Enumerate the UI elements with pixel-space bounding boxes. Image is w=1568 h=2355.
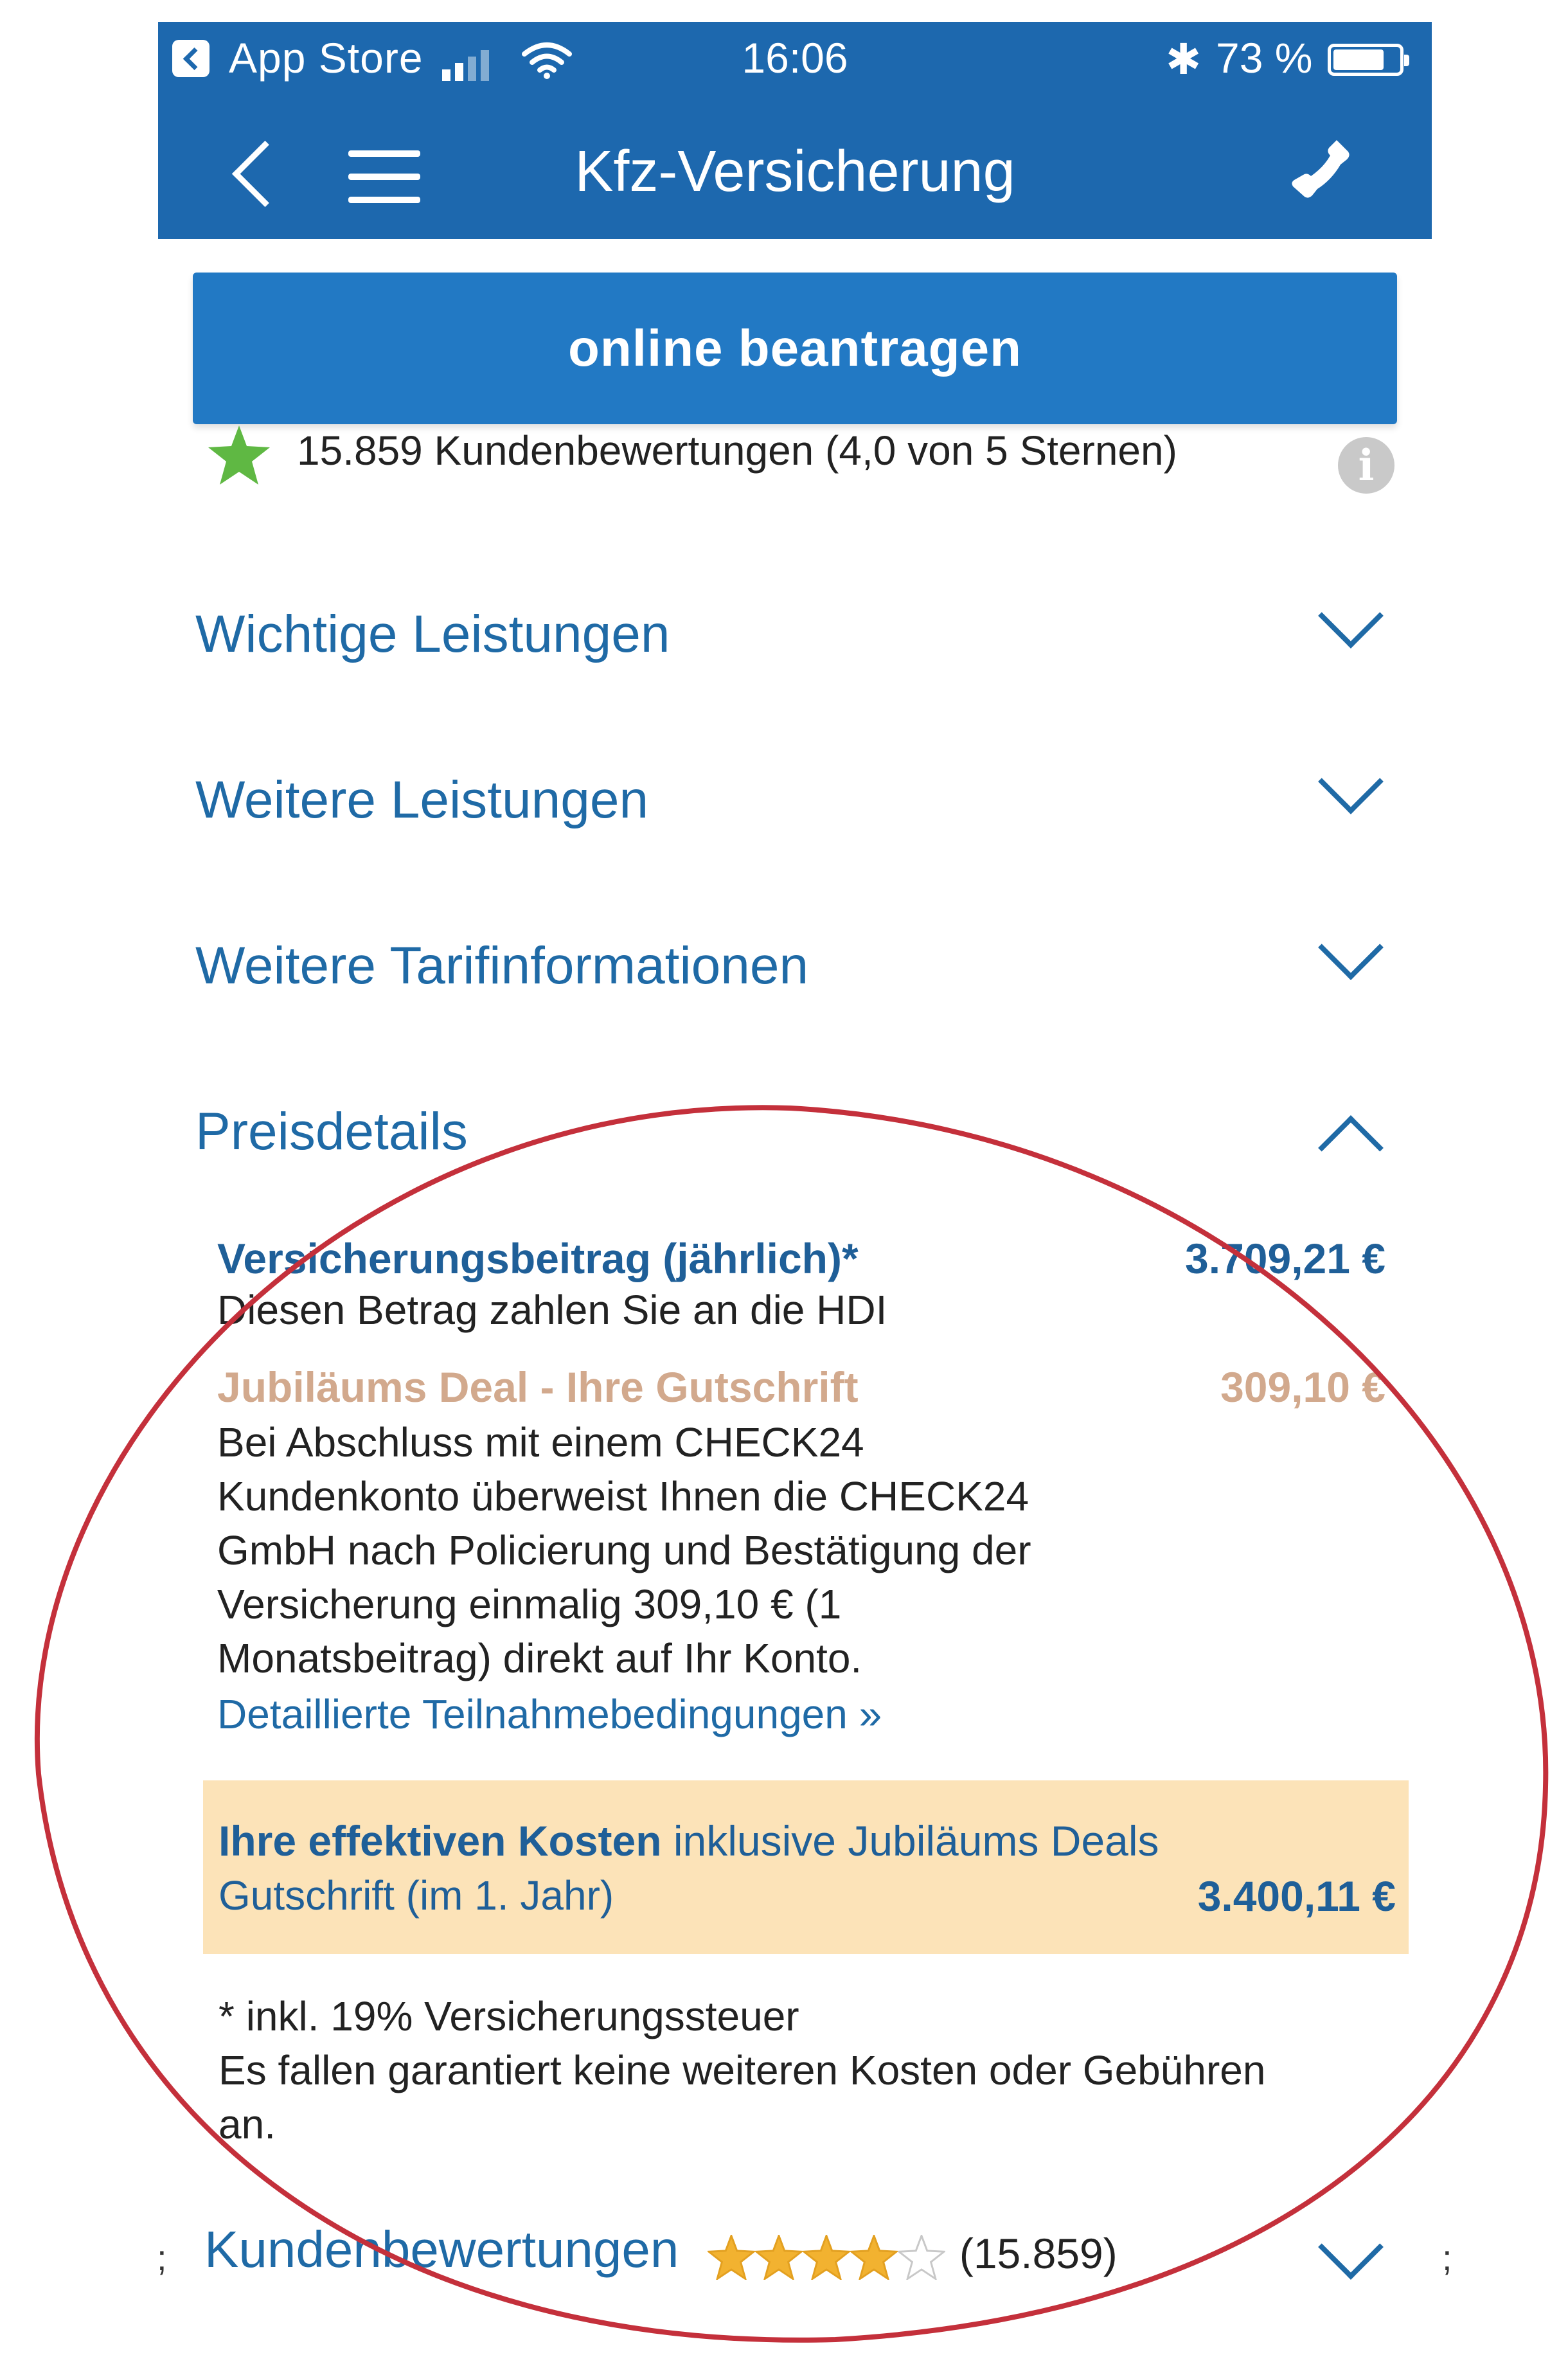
deal-text-line: Versicherung einmalig 309,10 € (1: [217, 1581, 842, 1627]
premium-value: 3.709,21 €: [1185, 1235, 1385, 1282]
chevron-up-icon[interactable]: [1318, 1115, 1384, 1181]
battery-icon: [1328, 44, 1403, 76]
review-count: (15.859): [959, 2229, 1118, 2277]
effective-costs-subline: Gutschrift (im 1. Jahr): [218, 1872, 614, 1919]
premium-note: Diesen Betrag zahlen Sie an die HDI: [217, 1287, 887, 1333]
apply-online-button[interactable]: online beantragen: [193, 273, 1397, 424]
section-price-details[interactable]: Preisdetails: [195, 1102, 468, 1161]
margin-mark: ;: [157, 2237, 167, 2278]
rating-summary: 15.859 Kundenbewertungen (4,0 von 5 Sternen): [297, 427, 1177, 474]
star-empty-icon: [898, 2235, 945, 2280]
battery-percent: 73 %: [1216, 34, 1313, 82]
back-to-app-label[interactable]: App Store: [229, 34, 423, 82]
effective-costs-rest: inklusive Jubiläums Deals: [661, 1817, 1159, 1865]
participation-terms-link[interactable]: Detaillierte Teilnahmebedingungen »: [217, 1691, 882, 1737]
effective-costs-value: 3.400,11 €: [1197, 1872, 1396, 1920]
effective-costs-line: [218, 1816, 1159, 1865]
phone-icon[interactable]: [1287, 135, 1357, 206]
clock: 16:06: [742, 34, 848, 82]
tax-footnote: * inkl. 19% Versicherungssteuer: [218, 1993, 799, 2039]
premium-title: Versicherungsbeitrag (jährlich)*: [217, 1235, 859, 1282]
review-stars: [708, 2224, 945, 2283]
section-further-benefits[interactable]: Weitere Leistungen: [195, 771, 649, 829]
chevron-down-icon[interactable]: [1318, 915, 1384, 980]
deal-value: 309,10 €: [1220, 1363, 1385, 1411]
section-tariff-info[interactable]: Weitere Tarifinformationen: [195, 936, 809, 995]
star-filled-icon: [850, 2235, 898, 2280]
star-filled-icon: [755, 2235, 803, 2280]
nav-bar: [158, 99, 1432, 239]
deal-title: Jubiläums Deal - Ihre Gutschrift: [217, 1363, 859, 1411]
section-important-benefits[interactable]: Wichtige Leistungen: [195, 605, 670, 663]
deal-text-line: Kundenkonto überweist Ihnen die CHECK24: [217, 1473, 1029, 1519]
reviews-title: Kundenbewertungen: [204, 2221, 679, 2278]
no-fees-note-cont: an.: [218, 2101, 276, 2147]
chevron-down-icon[interactable]: [1318, 583, 1384, 649]
deal-text-line: GmbH nach Policierung und Bestätigung der: [217, 1527, 1031, 1573]
margin-mark: ;: [1442, 2237, 1452, 2278]
effective-costs-bold: Ihre effektiven Kosten: [218, 1817, 662, 1865]
bluetooth-icon: ✱: [1166, 35, 1202, 83]
no-fees-note: Es fallen garantiert keine weiteren Kosten oder Gebühren: [218, 2047, 1266, 2093]
app-header: [158, 22, 1432, 239]
chevron-down-icon[interactable]: [1318, 749, 1384, 814]
effective-costs-box: [203, 1780, 1409, 1954]
section-reviews[interactable]: [204, 2220, 1118, 2283]
info-icon[interactable]: i: [1338, 437, 1394, 494]
status-bar: [158, 22, 1432, 99]
chevron-down-icon[interactable]: [1318, 2214, 1384, 2280]
star-filled-icon: [803, 2235, 850, 2280]
star-icon: [207, 424, 271, 486]
deal-text-line: Monatsbeitrag) direkt auf Ihr Konto.: [217, 1635, 862, 1681]
page-title: Kfz-Versicherung: [575, 139, 1015, 204]
star-filled-icon: [708, 2235, 755, 2280]
deal-text-line: Bei Abschluss mit einem CHECK24: [217, 1419, 864, 1465]
